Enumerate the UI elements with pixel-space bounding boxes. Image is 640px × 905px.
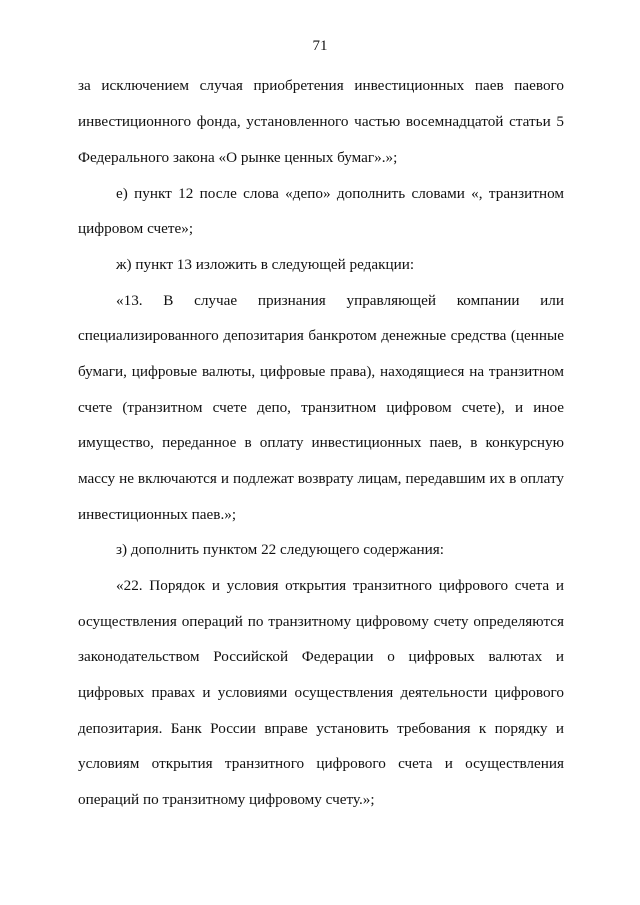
text-line: инвестиционных паев.»; [78, 506, 237, 523]
text-line: счете (транзитном счете депо, транзитном цифровом счете), и иное [78, 399, 564, 416]
text-line: имущество, переданное в оплату инвестиционных паев, в конкурсную [78, 434, 564, 451]
text-line: Федерального закона «О рынке ценных бумаг».»; [78, 149, 398, 166]
page-number: 71 [312, 38, 328, 54]
text-line: е) пункт 12 после слова «депо» дополнить словами «, транзитном [116, 185, 564, 202]
text-line: з) дополнить пунктом 22 следующего содержания: [116, 541, 444, 558]
text-line: массу не включаются и подлежат возврату лицам, передавшим их в оплату [78, 470, 564, 487]
text-line: операций по транзитному цифровому счету.»; [78, 791, 375, 808]
text-line: цифровом счете»; [78, 220, 194, 237]
text-line: цифровых правах и условиями осуществления деятельности цифрового [78, 684, 564, 701]
text-line: за исключением случая приобретения инвестиционных паев паевого [78, 77, 564, 94]
text-line: ж) пункт 13 изложить в следующей редакции: [116, 256, 415, 273]
text-line: «22. Порядок и условия открытия транзитного цифрового счета и [116, 577, 564, 594]
text-line: бумаги, цифровые валюты, цифровые права), находящиеся на транзитном [78, 363, 564, 380]
text-line: условиям открытия транзитного цифрового счета и осуществления [78, 755, 564, 772]
text-line: депозитария. Банк России вправе установить требования к порядку и [78, 720, 564, 737]
text-line: специализированного депозитария банкротом денежные средства (ценные [78, 327, 564, 344]
text-line: законодательством Российской Федерации о цифровых валютах и [78, 648, 564, 665]
text-line: осуществления операций по транзитному цифровому счету определяются [78, 613, 564, 630]
text-line: инвестиционного фонда, установленного частью восемнадцатой статьи 5 [78, 113, 564, 130]
text-line: «13. В случае признания управляющей компании или [116, 292, 564, 309]
